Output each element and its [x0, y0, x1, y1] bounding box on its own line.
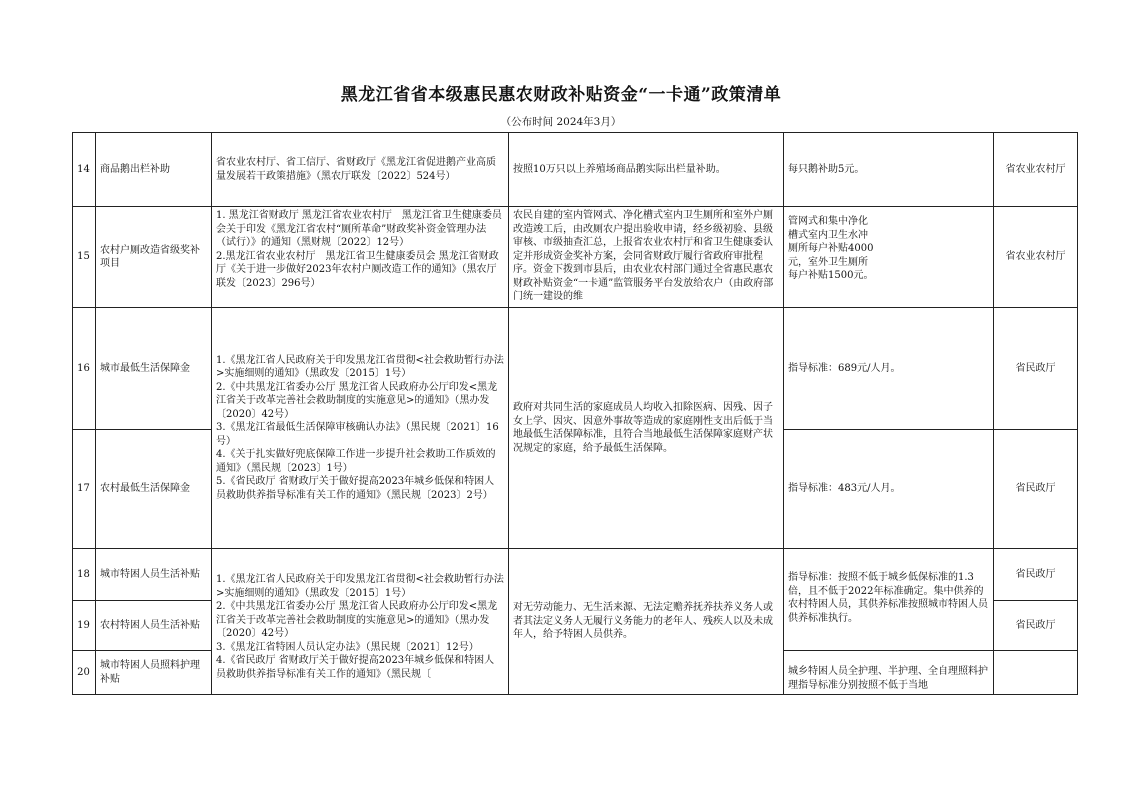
responsible-dept: 省农业农村厅 — [1005, 163, 1066, 175]
subsidy-name-text: 农村特困人员生活补贴 — [100, 619, 200, 631]
responsible-dept: 省农业农村厅 — [1005, 251, 1066, 263]
row-number: 18 — [77, 568, 90, 580]
subsidy-standard — [784, 207, 993, 307]
subsidy-object — [509, 308, 783, 548]
subsidy-standard — [784, 430, 993, 548]
policy-basis: 1. 黑龙江省财政厅 黑龙江省农业农村厅 黑龙江省卫生健康委员会关于印发《黑龙江省农村“厕所革命”财政奖补资金管理办法（试行）》的通知（黑财规〔2022〕12号） 2.黑龙江省农业农村厅 黑龙江省卫生健康委员会 黑龙江省财政厅《关于进一步做好2023年农村户厕改造工作的通知》（黑农厅联发〔2023〕296号） — [216, 210, 502, 289]
subsidy-name — [96, 308, 211, 429]
subsidy-object-text: 按照10万只以上养殖场商品鹅实际出栏量补助。 — [513, 163, 726, 175]
policy-basis-text: 省农业农村厅、省工信厅、省财政厅《黑龙江省促进鹅产业高质量发展若干政策措施》（黑农厅联发〔2022〕524号） — [216, 157, 496, 182]
subsidy-name — [96, 601, 211, 650]
publish-date: （公布时间 2024年3月） — [500, 116, 622, 128]
subsidy-object: 农民自建的室内管网式、净化槽式室内卫生厕所和室外户厕改造竣工后，由改厕农户提出验收申请，经乡级初验、县级审核、市级抽查汇总，上报省农业农村厅和省卫生健康委认定并形成资金奖补方案，会同省财政厅履行省政府审批程序。资金下拨到市县后，由农业农村部门通过全省惠民惠农财政补贴资金“一卡通”监管服务平台发放给农户（由政府部门统一建设的维 — [513, 210, 774, 302]
responsible-dept: 省民政厅 — [1015, 483, 1056, 495]
subsidy-object — [509, 549, 783, 694]
row-number: 16 — [77, 362, 90, 374]
subsidy-name-text: 城市特困人员生活补贴 — [100, 568, 200, 580]
subsidy-standard-text: 指导标准：689元/人月。 — [788, 362, 901, 374]
subsidy-name-text: 农村户厕改造省级奖补项目 — [100, 244, 200, 269]
subsidy-name — [96, 207, 211, 307]
subsidy-name — [96, 549, 211, 600]
policy-basis — [212, 308, 508, 548]
responsible-dept: 省民政厅 — [1015, 362, 1056, 374]
row-number: 14 — [77, 163, 90, 175]
row-number: 15 — [77, 251, 90, 263]
subsidy-name-text: 城市特困人员照料护理补贴 — [100, 660, 200, 685]
subsidy-standard-text: 指导标准：483元/人月。 — [788, 483, 901, 495]
table-border-right — [1077, 132, 1078, 695]
policy-basis: 1.《黑龙江省人民政府关于印发黑龙江省贯彻<社会救助暂行办法>实施细则的通知》（黑政发〔2015〕1号） 2.《中共黑龙江省委办公厅 黑龙江省人民政府办公厅印发<黑龙江省关于改革完善社会救助制度的实施意见>的通知》（黑办发〔2020〕42号） 3.《黑龙江省特困人员认定办法》（黑民规〔2021〕12号） 4.《省民政厅 省财政厅关于做好提高2023年城乡低保和特困人员救助供养指导标准有关工作的通知》（黑民规〔 — [216, 574, 504, 680]
row-line — [72, 694, 1078, 695]
policy-basis — [212, 133, 508, 206]
policy-basis-text: 1.《黑龙江省人民政府关于印发黑龙江省贯彻<社会救助暂行办法>实施细则的通知》（黑政发〔2015〕1号） 2.《中共黑龙江省委办公厅 黑龙江省人民政府办公厅印发<黑龙江省关于改革完善社会救助制度的实施意见>的通知》（黑办发〔2020〕42号） 3.《黑龙江省最低生活保障审核确认办法》（黑民规〔2021〕16号） 4.《关于扎实做好兜底保障工作进一步提升社会救助工作质效的通知》（黑民规〔2023〕1号） 5.《省民政厅 省财政厅关于做好提高2023年城乡低保和特困人员救助供养指导标准有关工作的通知》（黑民规〔2023〕2号） — [216, 354, 504, 501]
subsidy-name — [96, 651, 211, 694]
responsible-dept: 省民政厅 — [1015, 568, 1056, 580]
subsidy-name — [96, 133, 211, 206]
subsidy-name-text: 商品鹅出栏补助 — [100, 163, 170, 175]
row-number: 17 — [77, 483, 90, 495]
subsidy-standard-text: 管网式和集中净化槽式室内卫生水冲厕所每户补贴4000元，室外卫生厕所每户补贴1500元。 — [788, 216, 874, 281]
subsidy-standard: 城乡特困人员全护理、半护理、全自理照料护理指导标准分别按照不低于当地 — [788, 666, 988, 691]
subsidy-name-text: 农村最低生活保障金 — [100, 483, 190, 495]
subsidy-name-text: 城市最低生活保障金 — [100, 362, 190, 374]
subsidy-standard-text: 每只鹅补助5元。 — [788, 163, 865, 175]
subsidy-object-text: 政府对共同生活的家庭成员人均收入扣除医病、因残、因子女上学、因灾、因意外事故等造成的家庭刚性支出后低于当地最低生活保障标准，且符合当地最低生活保障家庭财产状况规定的家庭，给予最低生活保障。 — [513, 402, 773, 454]
page-title: 黑龙江省省本级惠民惠农财政补贴资金“一卡通”政策清单 — [340, 85, 782, 105]
row-number: 19 — [77, 619, 90, 631]
subsidy-name — [96, 430, 211, 548]
row-number: 20 — [77, 666, 90, 678]
responsible-dept: 省民政厅 — [1015, 619, 1056, 631]
subsidy-standard: 指导标准：按照不低于城乡低保标准的1.3倍，且不低于2022年标准确定。集中供养的农村特困人员，其供养标准按照城市特困人员供养标准执行。 — [788, 572, 988, 624]
subsidy-object-text: 对无劳动能力、无生活来源、无法定赡养抚养扶养义务人或者其法定义务人无履行义务能力的老年人、残疾人以及未成年人，给予特困人员供养。 — [513, 602, 773, 641]
subsidy-object — [509, 133, 783, 206]
subsidy-standard — [784, 308, 993, 429]
subsidy-standard — [784, 133, 993, 206]
